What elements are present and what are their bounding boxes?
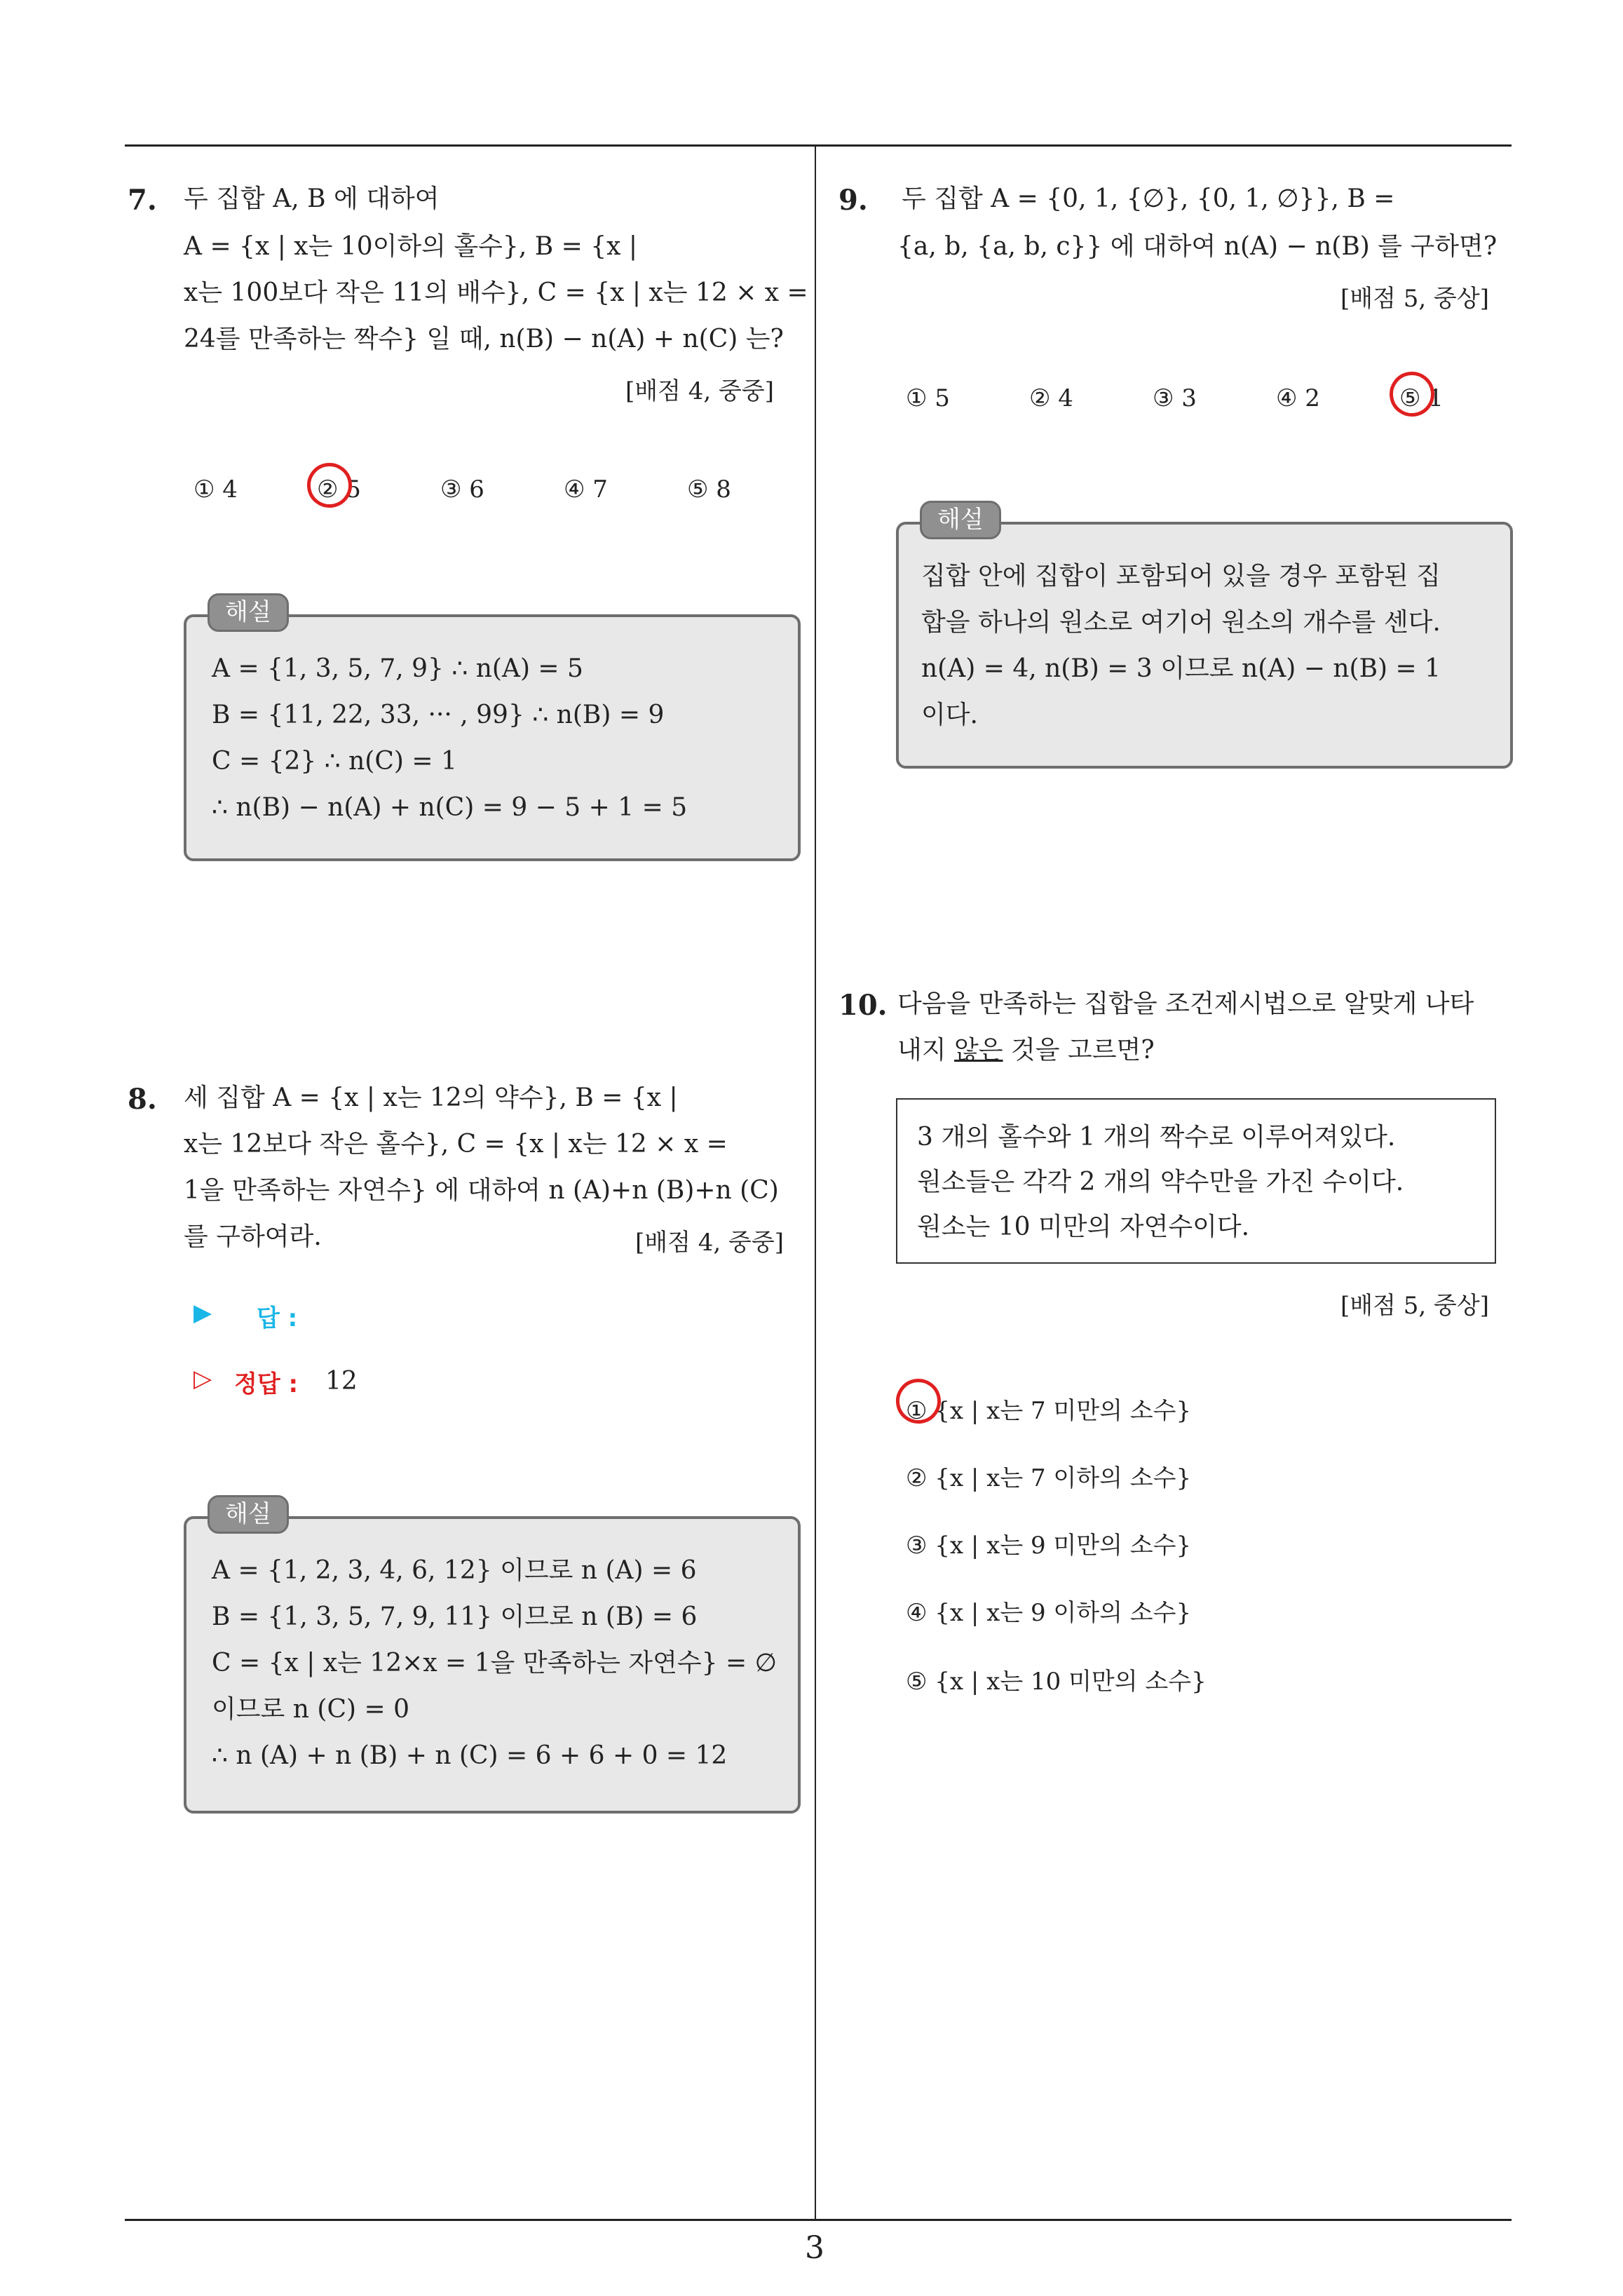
solution-line: C = {x | x는 12×x = 1을 만족하는 자연수} = ∅ xyxy=(212,1649,777,1677)
question-text-line: 세 집합 A = {x | x는 12의 약수}, B = {x | xyxy=(184,1083,678,1112)
choice-2[interactable]: ② {x | x는 7 이하의 소수} xyxy=(906,1464,1192,1492)
solution-line: A = {1, 3, 5, 7, 9} ∴ n(A) = 5 xyxy=(212,654,583,683)
solution-tab: 해설 xyxy=(920,501,1001,539)
solution-line: ∴ n(B) − n(A) + n(C) = 9 − 5 + 1 = 5 xyxy=(212,793,688,822)
solution-line: 집합 안에 집합이 포함되어 있을 경우 포함된 집 xyxy=(921,562,1441,590)
condition-line: 3 개의 홀수와 1 개의 짝수로 이루어져있다. xyxy=(917,1123,1396,1152)
question-text-part: 것을 고르면? xyxy=(1003,1036,1155,1065)
score-label: [배점 5, 중상] xyxy=(1340,285,1489,313)
page-number: 3 xyxy=(805,2230,824,2266)
choice-3[interactable]: ③ 6 xyxy=(440,475,484,504)
top-rule xyxy=(125,144,1512,147)
solution-line: n(A) = 4, n(B) = 3 이므로 n(A) − n(B) = 1 xyxy=(921,654,1441,683)
question-text-line xyxy=(897,1038,1155,1063)
correct-value: 12 xyxy=(325,1367,358,1396)
choice-3[interactable]: ③ {x | x는 9 미만의 소수} xyxy=(906,1532,1192,1560)
choice-4[interactable]: ④ 7 xyxy=(564,475,608,504)
question-text-line: 1을 만족하는 자연수} 에 대하여 n (A)+n (B)+n (C) xyxy=(184,1176,779,1205)
correct-marker: ▷ xyxy=(193,1365,212,1393)
condition-line: 원소들은 각각 2 개의 약수만을 가진 수이다. xyxy=(917,1168,1404,1196)
choice-2[interactable]: ② 5 xyxy=(317,475,361,504)
choice-4[interactable]: ④ {x | x는 9 이하의 소수} xyxy=(906,1599,1192,1627)
answer-marker: ▶ xyxy=(193,1299,212,1327)
solution-tab: 해설 xyxy=(208,1495,289,1534)
question-number: 8. xyxy=(128,1083,157,1116)
answer-label: 답 : xyxy=(257,1304,298,1332)
choice-5[interactable]: ⑤ {x | x는 10 미만의 소수} xyxy=(906,1668,1207,1696)
question-text-line: 24를 만족하는 짝수} 일 때, n(B) − n(A) + n(C) 는? xyxy=(184,325,784,353)
choice-5[interactable]: ⑤ 8 xyxy=(687,475,731,504)
solution-box xyxy=(184,1516,801,1814)
question-text-line: x는 100보다 작은 11의 배수}, C = {x | x는 12 × x = xyxy=(184,278,808,307)
choice-3[interactable]: ③ 3 xyxy=(1153,384,1197,412)
solution-line: ∴ n (A) + n (B) + n (C) = 6 + 6 + 0 = 12 xyxy=(212,1741,728,1770)
solution-box xyxy=(896,522,1513,769)
solution-line: 합을 하나의 원소로 여기어 원소의 개수를 센다. xyxy=(921,608,1441,637)
question-text-line: {a, b, {a, b, c}} 에 대하여 n(A) − n(B) 를 구하면? xyxy=(897,232,1498,261)
choice-2[interactable]: ② 4 xyxy=(1029,384,1073,412)
condition-box xyxy=(896,1098,1496,1264)
solution-line: C = {2} ∴ n(C) = 1 xyxy=(212,747,457,776)
bottom-rule xyxy=(125,2219,1512,2221)
question-number: 7. xyxy=(128,184,157,217)
question-text-part: 내지 xyxy=(897,1036,954,1065)
solution-box xyxy=(184,614,801,861)
column-divider xyxy=(815,144,816,2220)
condition-line: 원소는 10 미만의 자연수이다. xyxy=(917,1213,1250,1241)
choice-4[interactable]: ④ 2 xyxy=(1276,384,1320,412)
score-label: [배점 4, 중중] xyxy=(635,1229,784,1257)
solution-line: 이다. xyxy=(921,701,978,729)
emphasized-word: 않은 xyxy=(954,1036,1003,1065)
question-text-line: x는 12보다 작은 홀수}, C = {x | x는 12 × x = xyxy=(184,1130,728,1159)
question-text-line: 를 구하여라. xyxy=(184,1222,322,1251)
choice-1[interactable]: ① {x | x는 7 미만의 소수} xyxy=(906,1397,1192,1425)
solution-tab: 해설 xyxy=(208,593,289,632)
choice-1[interactable]: ① 4 xyxy=(193,475,238,504)
solution-line: B = {1, 3, 5, 7, 9, 11} 이므로 n (B) = 6 xyxy=(212,1602,698,1631)
question-text-line: 두 집합 A, B 에 대하여 xyxy=(184,184,440,213)
question-text-line: 두 집합 A = {0, 1, {∅}, {0, 1, ∅}}, B = xyxy=(902,184,1395,213)
question-number: 9. xyxy=(838,184,868,217)
choice-5[interactable]: ⑤ 1 xyxy=(1399,384,1444,412)
question-number: 10. xyxy=(838,989,888,1022)
question-text-line: A = {x | x는 10이하의 홀수}, B = {x | xyxy=(184,232,638,261)
choice-1[interactable]: ① 5 xyxy=(906,384,950,412)
score-label: [배점 5, 중상] xyxy=(1340,1292,1489,1320)
solution-line: A = {1, 2, 3, 4, 6, 12} 이므로 n (A) = 6 xyxy=(212,1556,697,1585)
correct-label: 정답 : xyxy=(234,1370,299,1398)
solution-line: B = {11, 22, 33, ··· , 99} ∴ n(B) = 9 xyxy=(212,701,665,729)
question-text-line: 다음을 만족하는 집합을 조건제시법으로 알맞게 나타 xyxy=(897,990,1474,1018)
solution-line: 이므로 n (C) = 0 xyxy=(212,1695,409,1724)
score-label: [배점 4, 중중] xyxy=(625,377,774,405)
